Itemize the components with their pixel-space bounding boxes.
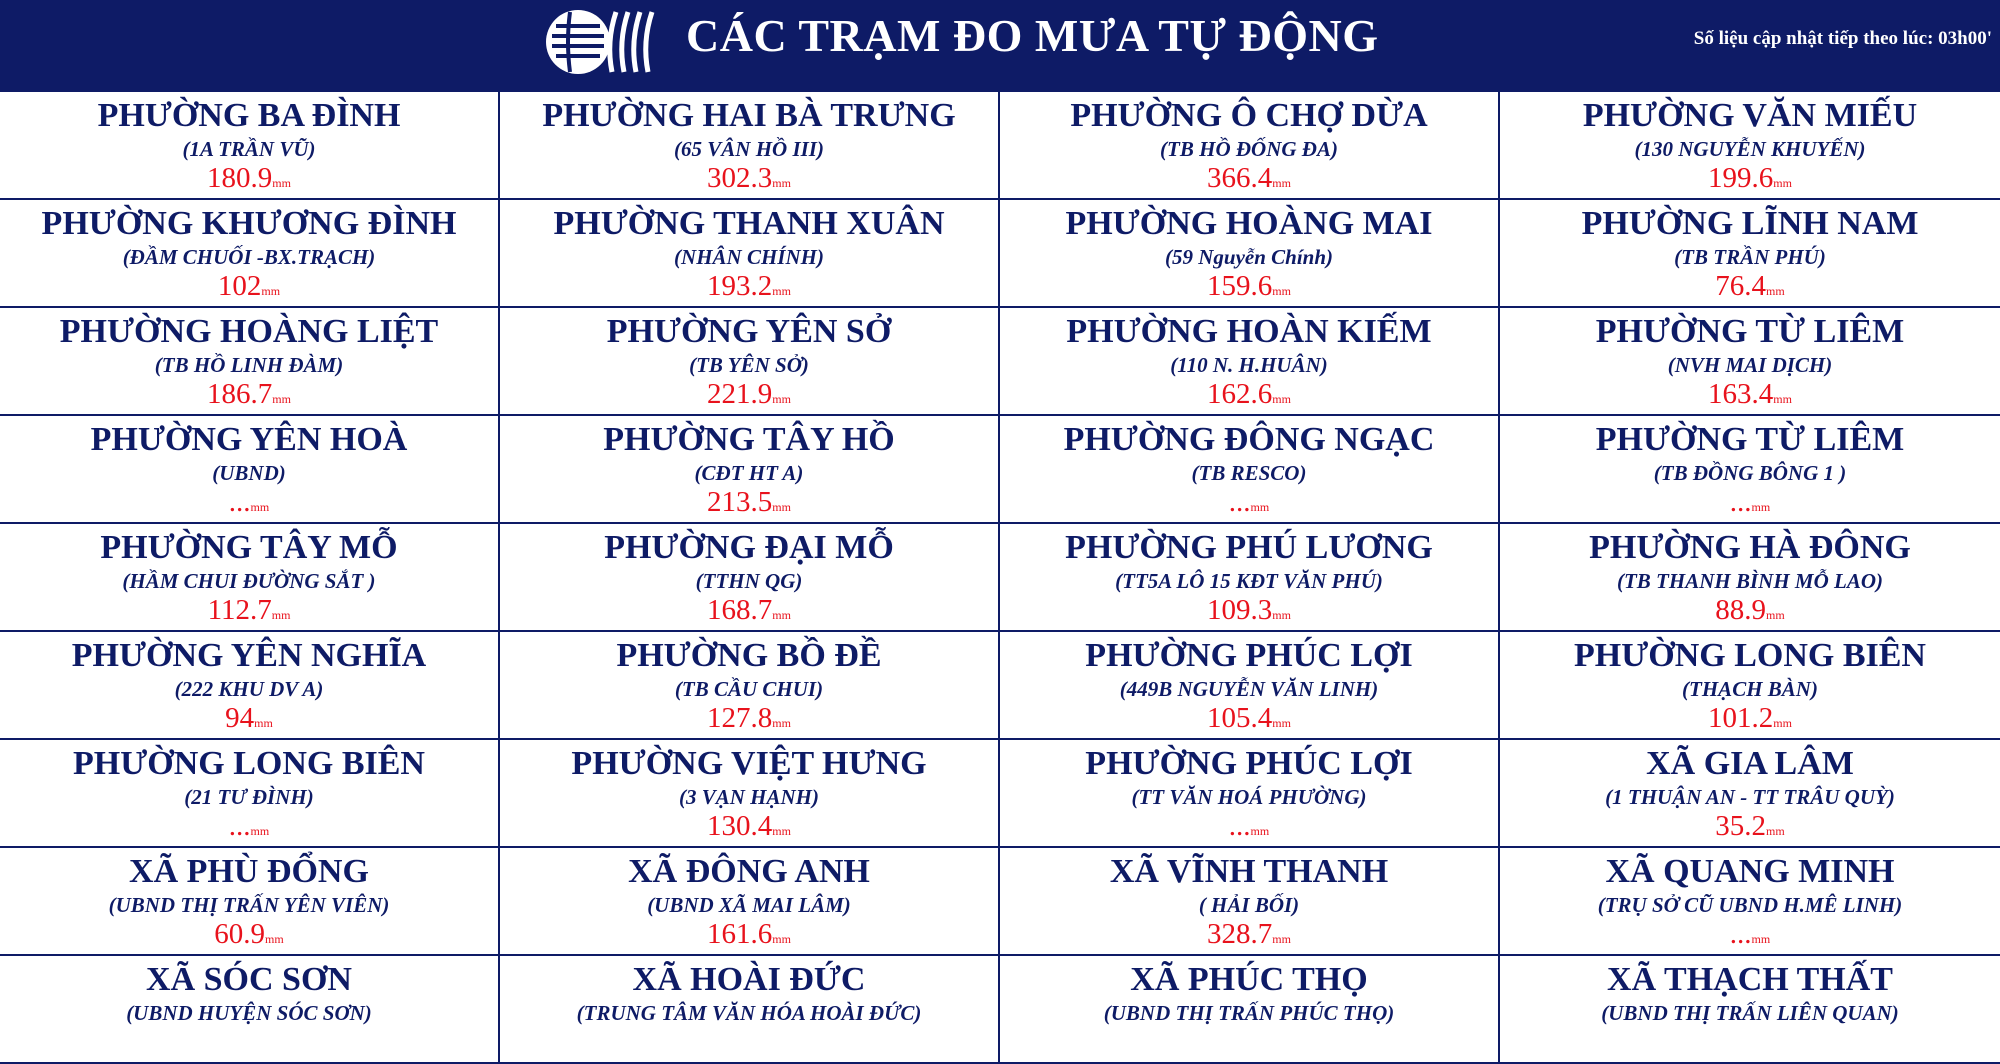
station-location: (TTHN QG) xyxy=(695,569,803,593)
rainfall-value-row xyxy=(1000,810,1498,847)
rainfall-value: ... xyxy=(228,486,251,518)
station-ward-name: PHƯỜNG YÊN NGHĨA xyxy=(71,637,427,674)
station-location: (TT5A LÔ 15 KĐT VĂN PHÚ) xyxy=(1115,569,1383,593)
rainfall-unit: mm xyxy=(772,500,791,514)
station-cell xyxy=(500,740,1000,848)
rainfall-value: 35.2 xyxy=(1715,810,1767,842)
station-location: (UBND) xyxy=(212,461,286,485)
rainfall-value: 130.4 xyxy=(707,810,773,842)
station-cell xyxy=(1000,632,1500,740)
station-cell xyxy=(1500,956,2000,1064)
station-cell xyxy=(1000,416,1500,524)
station-ward-name: PHƯỜNG VĂN MIẾU xyxy=(1582,97,1918,134)
station-ward-name: XÃ HOÀI ĐỨC xyxy=(632,961,866,998)
station-cell xyxy=(500,92,1000,200)
rainfall-value-row xyxy=(1500,810,2000,847)
station-ward-name: PHƯỜNG YÊN HOÀ xyxy=(90,421,408,458)
station-cell xyxy=(0,632,500,740)
rainfall-value: 88.9 xyxy=(1715,594,1767,626)
station-cell xyxy=(1000,848,1500,956)
rainfall-value-row xyxy=(1500,486,2000,523)
rainfall-value: 109.3 xyxy=(1207,594,1273,626)
rainfall-value-row xyxy=(1000,918,1498,955)
rainfall-value: 366.4 xyxy=(1207,162,1273,194)
rainfall-value: 162.6 xyxy=(1207,378,1273,410)
station-cell xyxy=(1500,848,2000,956)
rainfall-unit: mm xyxy=(254,716,273,730)
rainfall-unit: mm xyxy=(1272,716,1291,730)
station-ward-name: PHƯỜNG HAI BÀ TRƯNG xyxy=(542,97,956,134)
station-location: (3 VẠN HẠNH) xyxy=(678,785,819,809)
rainfall-value-row xyxy=(0,378,498,415)
station-cell xyxy=(500,524,1000,632)
station-ward-name: XÃ PHÚC THỌ xyxy=(1130,961,1368,998)
rainfall-unit: mm xyxy=(1766,284,1785,298)
rainfall-value-row xyxy=(500,378,998,415)
rainfall-unit: mm xyxy=(271,608,291,622)
station-ward-name: PHƯỜNG HOÀN KIẾM xyxy=(1066,313,1432,350)
rainfall-unit: mm xyxy=(1773,716,1792,730)
rainfall-unit: mm xyxy=(772,824,791,838)
station-cell xyxy=(500,200,1000,308)
station-location: (59 Nguyễn Chính) xyxy=(1164,245,1334,269)
station-cell xyxy=(500,632,1000,740)
rainfall-value: 159.6 xyxy=(1207,270,1273,302)
station-ward-name: PHƯỜNG LONG BIÊN xyxy=(1574,637,1926,674)
rainfall-unit: mm xyxy=(1272,176,1291,190)
station-location: (NHÂN CHÍNH) xyxy=(674,245,824,269)
station-location: (222 KHU DV A) xyxy=(174,677,324,701)
station-cell xyxy=(500,416,1000,524)
rainfall-unit: mm xyxy=(272,392,291,406)
station-cell xyxy=(0,416,500,524)
station-ward-name: PHƯỜNG HOÀNG LIỆT xyxy=(59,313,439,350)
station-location: (21 TƯ ĐÌNH) xyxy=(184,785,314,809)
rainfall-value-row xyxy=(0,594,498,631)
station-location: (TB HỒ ĐỐNG ĐA) xyxy=(1160,137,1338,161)
rainfall-value-row xyxy=(0,270,498,307)
rainfall-value-row xyxy=(1000,378,1498,415)
station-cell xyxy=(1500,740,2000,848)
station-ward-name: XÃ ĐÔNG ANH xyxy=(628,853,870,890)
rainfall-value: 102 xyxy=(217,270,262,302)
station-ward-name: PHƯỜNG TỪ LIÊM xyxy=(1595,421,1905,458)
station-location: (UBND THỊ TRẤN LIÊN QUAN) xyxy=(1601,1001,1899,1025)
station-ward-name: XÃ GIA LÂM xyxy=(1646,745,1854,782)
station-cell xyxy=(500,308,1000,416)
station-location: (TRỤ SỞ CŨ UBND H.MÊ LINH) xyxy=(1597,893,1903,917)
station-grid xyxy=(0,90,2000,1035)
station-cell xyxy=(0,956,500,1064)
rainfall-value-row xyxy=(1000,270,1498,307)
rainfall-unit: mm xyxy=(772,176,791,190)
rainfall-unit: mm xyxy=(1250,500,1270,514)
rainfall-value: 163.4 xyxy=(1708,378,1774,410)
rainfall-unit: mm xyxy=(272,176,291,190)
station-ward-name: XÃ VĨNH THANH xyxy=(1109,853,1389,890)
station-location: (TB CẦU CHUI) xyxy=(674,677,824,701)
station-cell xyxy=(1000,200,1500,308)
rainfall-value-row xyxy=(0,486,498,523)
station-cell xyxy=(0,92,500,200)
station-cell xyxy=(500,848,1000,956)
update-time-text: Số liệu cập nhật tiếp theo lúc: 03h00' xyxy=(1693,28,1992,49)
station-location: (UBND THỊ TRẤN YÊN VIÊN) xyxy=(108,893,390,917)
station-location: (UBND THỊ TRẤN PHÚC THỌ) xyxy=(1103,1001,1395,1025)
rainfall-unit: mm xyxy=(772,716,791,730)
station-cell xyxy=(500,956,1000,1064)
station-cell xyxy=(0,524,500,632)
company-logo-icon xyxy=(536,2,676,86)
station-cell xyxy=(1000,956,1500,1064)
rainfall-unit: mm xyxy=(250,500,270,514)
station-ward-name: PHƯỜNG PHÚC LỢI xyxy=(1085,637,1413,674)
rainfall-value: 193.2 xyxy=(707,270,773,302)
rainfall-value-row xyxy=(1500,378,2000,415)
rainfall-unit: mm xyxy=(265,932,284,946)
station-cell xyxy=(1000,92,1500,200)
rainfall-unit: mm xyxy=(1766,608,1785,622)
rainfall-value-row xyxy=(0,918,498,955)
station-ward-name: XÃ PHÙ ĐỔNG xyxy=(129,853,369,890)
station-ward-name: PHƯỜNG TÂY HỒ xyxy=(603,421,895,458)
station-ward-name: PHƯỜNG HÀ ĐÔNG xyxy=(1589,529,1911,566)
station-ward-name: PHƯỜNG PHÚ LƯƠNG xyxy=(1065,529,1433,566)
rainfall-value: ... xyxy=(228,810,251,842)
rainfall-value-row xyxy=(1000,162,1498,199)
rainfall-unit: mm xyxy=(772,608,791,622)
rainfall-value: ... xyxy=(1729,918,1752,950)
rainfall-unit: mm xyxy=(250,824,270,838)
station-ward-name: PHƯỜNG KHƯƠNG ĐÌNH xyxy=(41,205,457,242)
rainfall-unit: mm xyxy=(1272,392,1291,406)
rainfall-unit: mm xyxy=(772,392,791,406)
station-cell xyxy=(0,740,500,848)
station-location: (TB ĐỒNG BÔNG 1 ) xyxy=(1653,461,1847,485)
rainfall-value: 213.5 xyxy=(707,486,773,518)
station-ward-name: PHƯỜNG LĨNH NAM xyxy=(1581,205,1919,242)
rainfall-value-row xyxy=(0,162,498,199)
rainfall-value-row xyxy=(1000,594,1498,631)
rainfall-value-row xyxy=(1500,702,2000,739)
rainfall-unit: mm xyxy=(1751,500,1771,514)
rainfall-unit: mm xyxy=(1751,932,1771,946)
logo-graphic xyxy=(536,2,676,86)
station-ward-name: XÃ SÓC SƠN xyxy=(146,961,352,998)
rainfall-unit: mm xyxy=(1773,392,1792,406)
station-location: (HẦM CHUI ĐƯỜNG SẮT ) xyxy=(122,569,376,593)
rainfall-value-row xyxy=(500,594,998,631)
rainfall-value: 112.7 xyxy=(207,594,272,626)
station-ward-name: PHƯỜNG LONG BIÊN xyxy=(73,745,425,782)
station-location: (TB YÊN SỞ) xyxy=(689,353,809,377)
rainfall-unit: mm xyxy=(1766,824,1785,838)
rainfall-value: 168.7 xyxy=(707,594,773,626)
rainfall-value-row xyxy=(500,918,998,955)
station-location: (1 THUẬN AN - TT TRÂU QUỲ) xyxy=(1605,785,1895,809)
station-location: (NVH MAI DỊCH) xyxy=(1667,353,1833,377)
rainfall-value-row xyxy=(500,270,998,307)
rainfall-value-row xyxy=(500,810,998,847)
station-location: (ĐẦM CHUỐI -BX.TRẠCH) xyxy=(122,245,376,269)
station-ward-name: PHƯỜNG PHÚC LỢI xyxy=(1085,745,1413,782)
station-ward-name: PHƯỜNG TỪ LIÊM xyxy=(1595,313,1905,350)
rainfall-value-row xyxy=(500,162,998,199)
station-ward-name: PHƯỜNG BA ĐÌNH xyxy=(97,97,401,134)
station-ward-name: PHƯỜNG ĐẠI MỖ xyxy=(604,529,894,566)
station-cell xyxy=(0,200,500,308)
station-location: (TT VĂN HOÁ PHƯỜNG) xyxy=(1131,785,1367,809)
station-cell xyxy=(1500,92,2000,200)
station-location: (THẠCH BÀN) xyxy=(1682,677,1818,701)
station-ward-name: PHƯỜNG ĐÔNG NGẠC xyxy=(1063,421,1435,458)
rainfall-value: ... xyxy=(1228,810,1251,842)
station-location: (1A TRẦN VŨ) xyxy=(182,137,316,161)
station-cell xyxy=(0,848,500,956)
rainfall-unit: mm xyxy=(1272,284,1291,298)
station-location: (CĐT HT A) xyxy=(694,461,804,485)
station-cell xyxy=(1500,416,2000,524)
station-cell xyxy=(1500,308,2000,416)
rainfall-value: 302.3 xyxy=(707,162,773,194)
station-location: (65 VÂN HỒ III) xyxy=(674,137,824,161)
rainfall-unit: mm xyxy=(1272,608,1291,622)
station-location: ( HẢI BỐI) xyxy=(1198,893,1300,917)
rainfall-value: 199.6 xyxy=(1708,162,1774,194)
rainfall-value: 186.7 xyxy=(207,378,273,410)
station-ward-name: XÃ THẠCH THẤT xyxy=(1607,961,1893,998)
rainfall-unit: mm xyxy=(1272,932,1291,946)
rainfall-value-row xyxy=(500,486,998,523)
station-location: (UBND XÃ MAI LÂM) xyxy=(647,893,851,917)
rainfall-unit: mm xyxy=(261,284,281,298)
station-cell xyxy=(1500,524,2000,632)
rainfall-value: 101.2 xyxy=(1708,702,1774,734)
rainfall-value: 180.9 xyxy=(207,162,273,194)
rainfall-value-row xyxy=(1500,918,2000,955)
station-cell xyxy=(1000,308,1500,416)
rainfall-value: 221.9 xyxy=(707,378,773,410)
rainfall-value-row xyxy=(1500,594,2000,631)
rainfall-value-row xyxy=(1500,162,2000,199)
page-title: CÁC TRẠM ĐO MƯA TỰ ĐỘNG xyxy=(686,10,1379,61)
rainfall-value: ... xyxy=(1729,486,1752,518)
station-location: (130 NGUYỄN KHUYẾN) xyxy=(1634,137,1866,161)
rainfall-unit: mm xyxy=(1773,176,1792,190)
rainfall-value: 161.6 xyxy=(707,918,773,950)
station-location: (TB THANH BÌNH MỖ LAO) xyxy=(1616,569,1883,593)
station-ward-name: PHƯỜNG VIỆT HƯNG xyxy=(571,745,927,782)
station-ward-name: PHƯỜNG THANH XUÂN xyxy=(553,205,945,242)
station-ward-name: PHƯỜNG YÊN SỞ xyxy=(606,313,892,350)
station-ward-name: PHƯỜNG HOÀNG MAI xyxy=(1065,205,1433,242)
rainfall-value: 127.8 xyxy=(707,702,773,734)
station-ward-name: PHƯỜNG TÂY MỖ xyxy=(100,529,398,566)
rainfall-value: ... xyxy=(1228,486,1251,518)
station-ward-name: XÃ QUANG MINH xyxy=(1605,853,1895,890)
station-location: (TB RESCO) xyxy=(1191,461,1307,485)
rainfall-value: 76.4 xyxy=(1715,270,1767,302)
rainfall-value-row xyxy=(1000,702,1498,739)
station-location: (UBND HUYỆN SÓC SƠN) xyxy=(126,1001,372,1025)
rainfall-value-row xyxy=(1500,270,2000,307)
station-cell xyxy=(1000,740,1500,848)
rainfall-value-row xyxy=(0,810,498,847)
rainfall-value-row xyxy=(500,702,998,739)
rainfall-value: 60.9 xyxy=(214,918,266,950)
rainfall-unit: mm xyxy=(772,284,791,298)
station-location: (TB TRẦN PHÚ) xyxy=(1674,245,1826,269)
rainfall-value: 328.7 xyxy=(1207,918,1273,950)
station-location: (110 N. H.HUÂN) xyxy=(1170,353,1328,377)
rainfall-unit: mm xyxy=(772,932,791,946)
station-ward-name: PHƯỜNG BỒ ĐỀ xyxy=(616,637,882,674)
station-cell xyxy=(1500,632,2000,740)
station-location: (TB HỒ LINH ĐÀM) xyxy=(154,353,344,377)
rainfall-value: 94 xyxy=(225,702,255,734)
rainfall-unit: mm xyxy=(1250,824,1270,838)
station-cell xyxy=(0,308,500,416)
station-location: (449B NGUYỄN VĂN LINH) xyxy=(1119,677,1379,701)
station-cell xyxy=(1500,200,2000,308)
station-ward-name: PHƯỜNG Ô CHỢ DỪA xyxy=(1070,97,1428,134)
station-location: (TRUNG TÂM VĂN HÓA HOÀI ĐỨC) xyxy=(576,1001,922,1025)
header-bar xyxy=(0,0,2000,90)
rainfall-value-row xyxy=(0,702,498,739)
rainfall-value-row xyxy=(1000,486,1498,523)
rainfall-value: 105.4 xyxy=(1207,702,1273,734)
station-cell xyxy=(1000,524,1500,632)
